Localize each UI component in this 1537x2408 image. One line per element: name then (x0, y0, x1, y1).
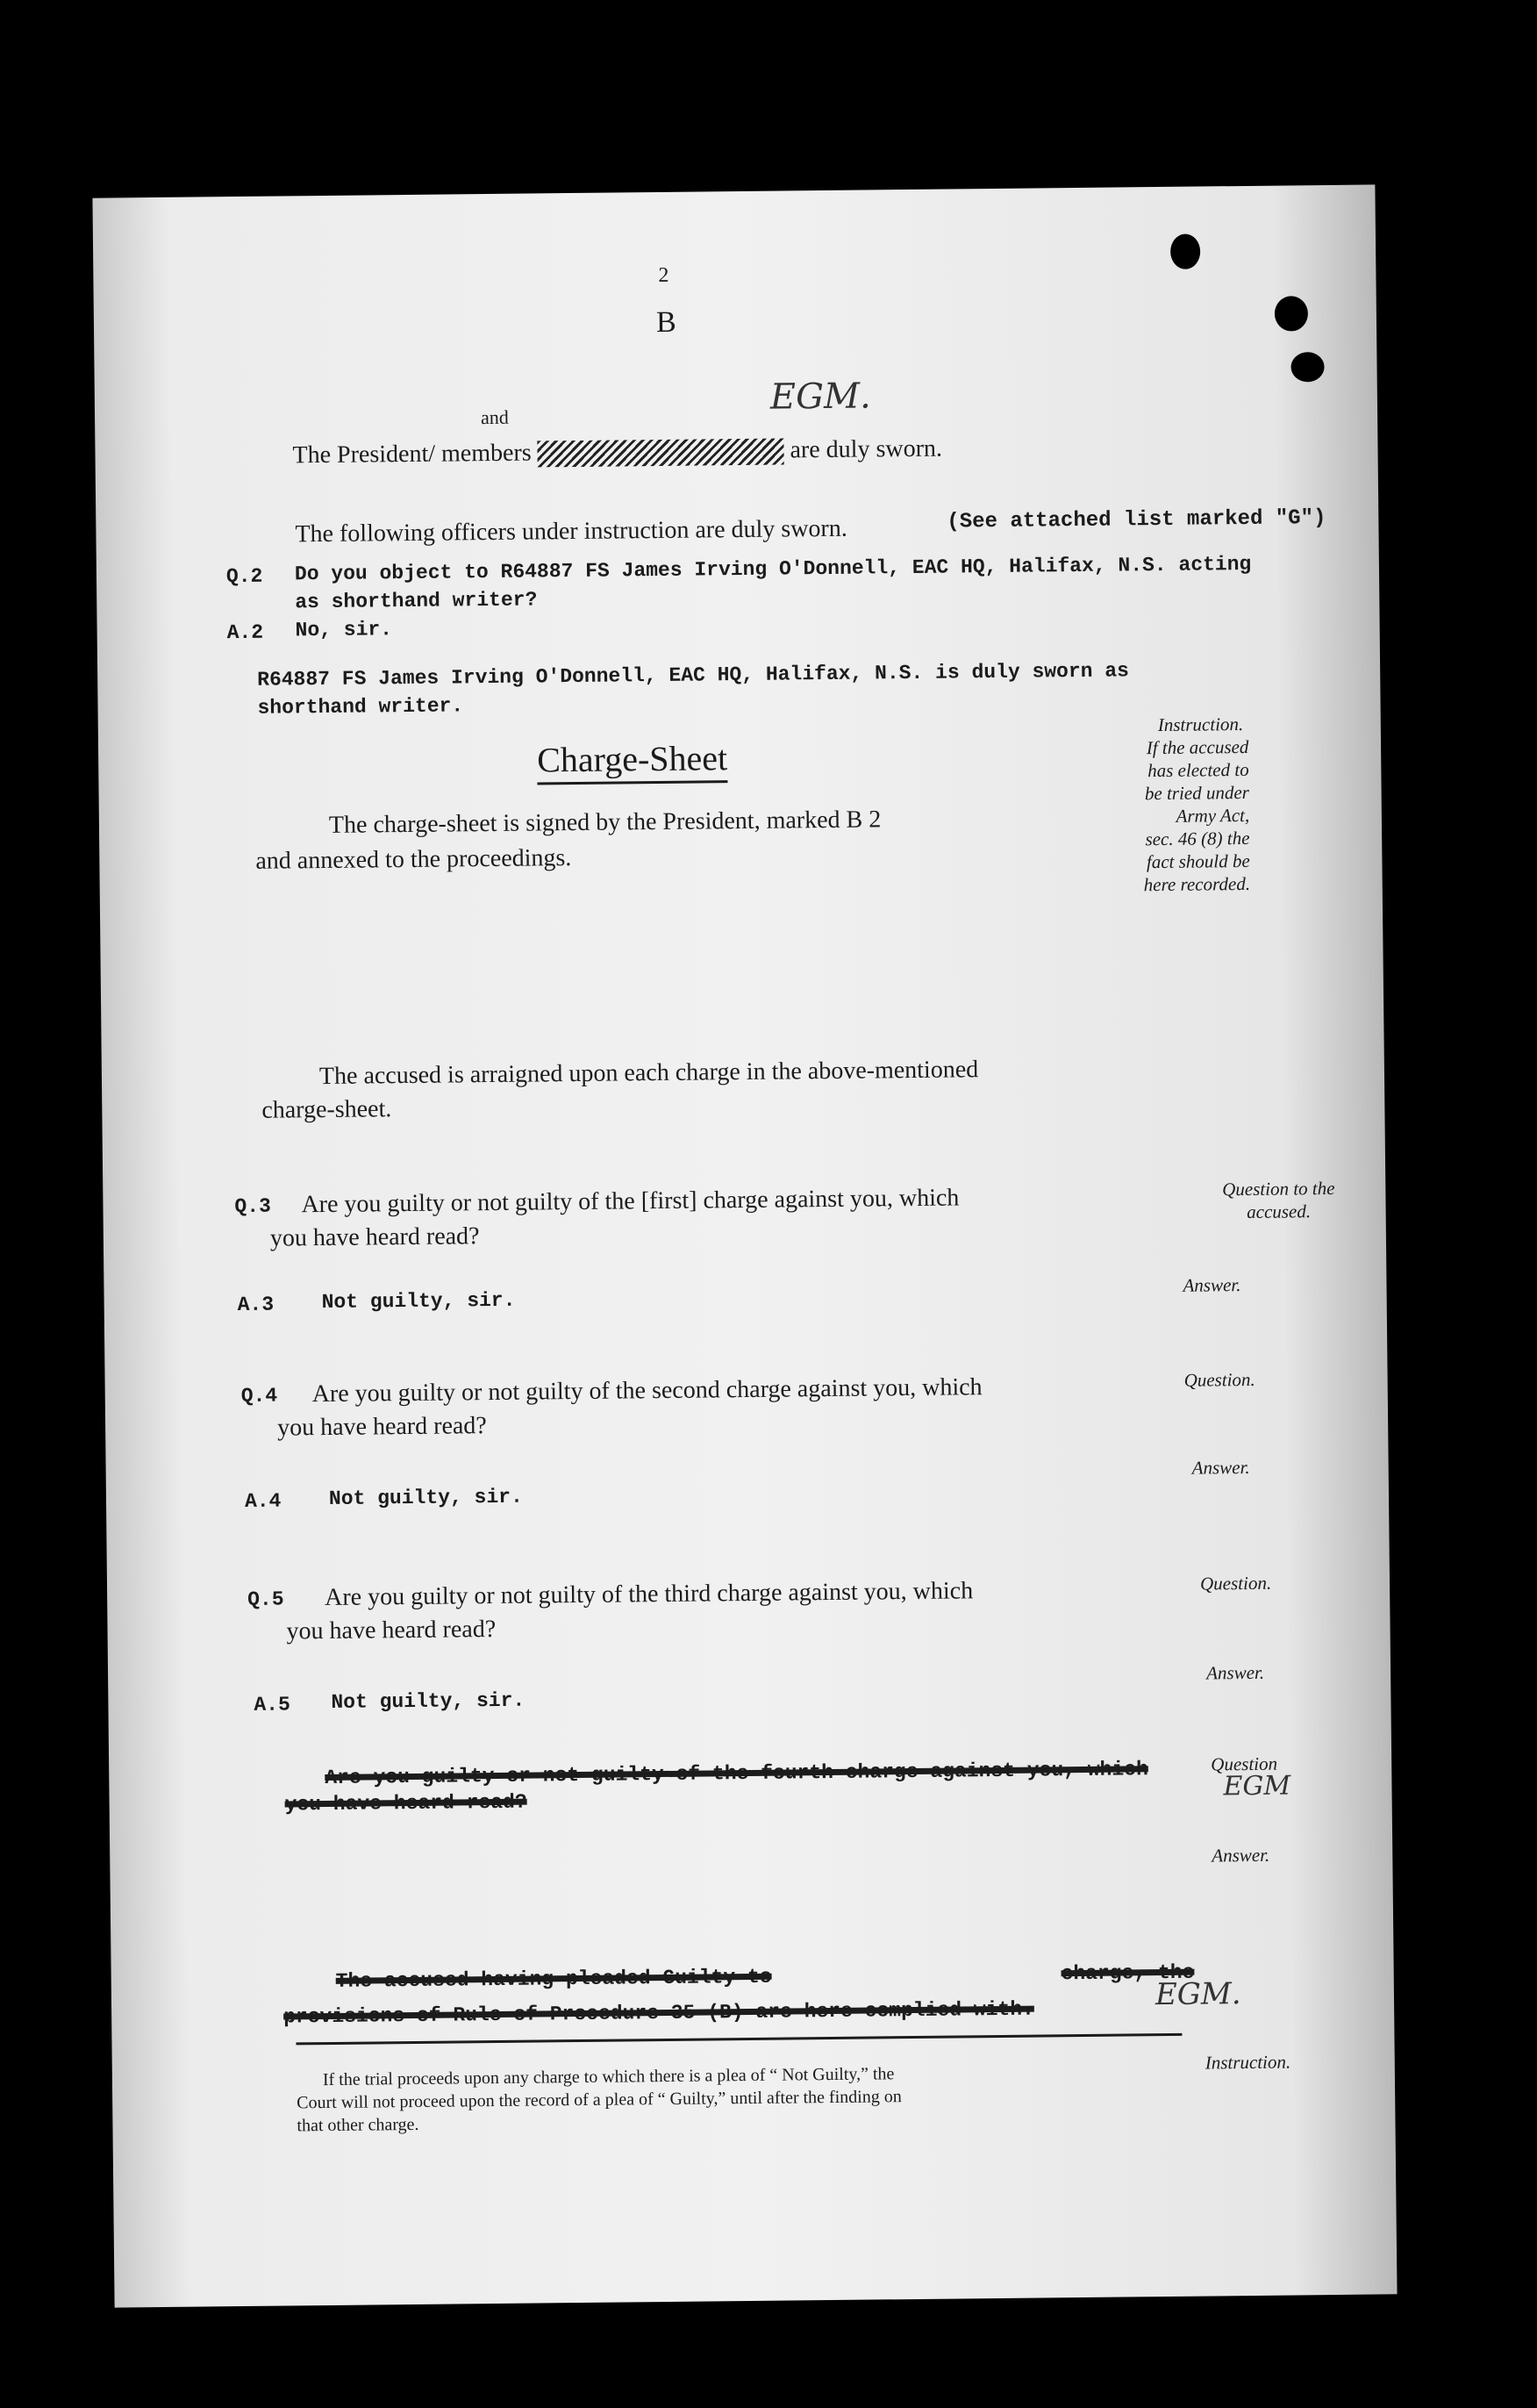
q4-margin: Question. (1183, 1368, 1255, 1391)
a5-margin: Answer. (1205, 1661, 1265, 1684)
sworn-line: The President/ members are duly sworn. (292, 434, 943, 469)
a5-text: Not guilty, sir. (331, 1688, 525, 1714)
handwritten-initials-2: EGM (1223, 1770, 1291, 1802)
document-page (92, 184, 1397, 2307)
instruction-line-7: here recorded. (1143, 872, 1251, 896)
struck-plea-line2: provisions of Rule of Procedure 35 (B) are here complied with. (283, 1997, 1035, 2029)
a3-margin: Answer. (1183, 1274, 1241, 1296)
q3-label: Q.3 (234, 1194, 272, 1219)
q5-line1: Are you guilty or not guilty of the third charge against you, which (325, 1577, 974, 1612)
instruction-title: Instruction. (1157, 713, 1244, 736)
plea-end: charge, the (1061, 1960, 1195, 1986)
a2-text: No, sir. (295, 618, 393, 642)
q6-answer-margin: Answer. (1212, 1844, 1270, 1867)
punch-hole (1275, 296, 1308, 331)
instruction-line-1: If the accused (1146, 735, 1249, 759)
members-text: members (440, 439, 532, 468)
handwritten-initials-3: EGM. (1155, 1976, 1241, 2013)
footer-line3: that other charge. (297, 2114, 419, 2136)
struck-question-line1: Are you guilty or not guilty of the fourth charge against you, which (325, 1758, 1148, 1790)
sworn-end: are duly sworn. (790, 434, 943, 464)
instruction-line-4: Army Act, (1176, 804, 1250, 827)
punch-hole (1290, 352, 1324, 382)
q3-line1: Are you guilty or not guilty of the [first] charge against you, which (301, 1184, 960, 1219)
struck-question-line2: you have heard read? (284, 1790, 527, 1817)
charge-sheet-line2: and annexed to the proceedings. (255, 844, 572, 875)
inserted-and: and (480, 405, 509, 429)
q6-margin: Question (1211, 1752, 1278, 1775)
shorthand-line2: shorthand writer. (257, 694, 464, 720)
q2-line2: as shorthand writer? (295, 588, 538, 614)
punch-hole (1170, 234, 1200, 269)
q2-label: Q.2 (225, 564, 263, 589)
struck-plea-line1 (336, 1961, 1195, 1993)
plea-start: The accused having pleaded Guilty to (335, 1965, 772, 1993)
page-number: 2 (658, 263, 669, 287)
charge-sheet-line1: The charge-sheet is signed by the President, marked B 2 (328, 806, 882, 839)
a3-label: A.3 (237, 1293, 275, 1317)
charge-sheet-heading: Charge-Sheet (537, 737, 728, 785)
officers-line: The following officers under instruction are duly sworn. (295, 514, 847, 548)
footer-line1: If the trial proceeds upon any charge to which there is a plea of “ Not Guilty,” the (322, 2064, 895, 2090)
instruction-line-3: be tried under (1144, 781, 1250, 805)
q3-margin: Question to the accused. (1222, 1177, 1335, 1223)
instruction-line-5: sec. 46 (8) the (1145, 827, 1250, 850)
handwritten-initials-1: EGM. (769, 376, 871, 418)
deleted-text (538, 438, 784, 467)
a4-margin: Answer. (1191, 1456, 1250, 1479)
q5-margin: Question. (1199, 1572, 1272, 1595)
divider-rule (296, 2033, 1182, 2046)
a2-label: A.2 (226, 620, 264, 645)
a3-text: Not guilty, sir. (321, 1288, 516, 1315)
instruction-line-2: has elected to (1147, 758, 1249, 782)
a4-label: A.4 (244, 1489, 282, 1513)
footer-line2: Court will not proceed upon the record of a plea of “ Guilty,” until after the finding on (297, 2087, 902, 2113)
arraigned-line1: The accused is arraigned upon each charge in the above-mentioned (318, 1056, 979, 1091)
instruction-line-6: fact should be (1146, 849, 1250, 873)
q2-line1: Do you object to R64887 FS James Irving O'Donnell, EAC HQ, Halifax, N.S. acting (294, 552, 1252, 586)
section-letter: B (655, 305, 676, 339)
arraigned-line2: charge-sheet. (261, 1095, 392, 1124)
q5-label: Q.5 (247, 1587, 284, 1611)
q5-line2: you have heard read? (286, 1615, 497, 1645)
a4-text: Not guilty, sir. (328, 1485, 523, 1510)
q4-line2: you have heard read? (276, 1412, 487, 1442)
shorthand-line1: R64887 FS James Irving O'Donnell, EAC HQ, Halifax, N.S. is duly sworn as (257, 659, 1130, 692)
q4-label: Q.4 (240, 1384, 278, 1408)
plea-blank (772, 1979, 1062, 1982)
q4-line1: Are you guilty or not guilty of the second charge against you, which (311, 1373, 983, 1408)
a5-label: A.5 (254, 1693, 291, 1716)
footer-margin: Instruction. (1205, 2051, 1291, 2074)
officers-typed-note: (See attached list marked "G") (947, 506, 1326, 534)
president-text: The President (292, 440, 429, 469)
instruction-margin (1142, 713, 1250, 896)
q3-line2: you have heard read? (269, 1222, 480, 1252)
